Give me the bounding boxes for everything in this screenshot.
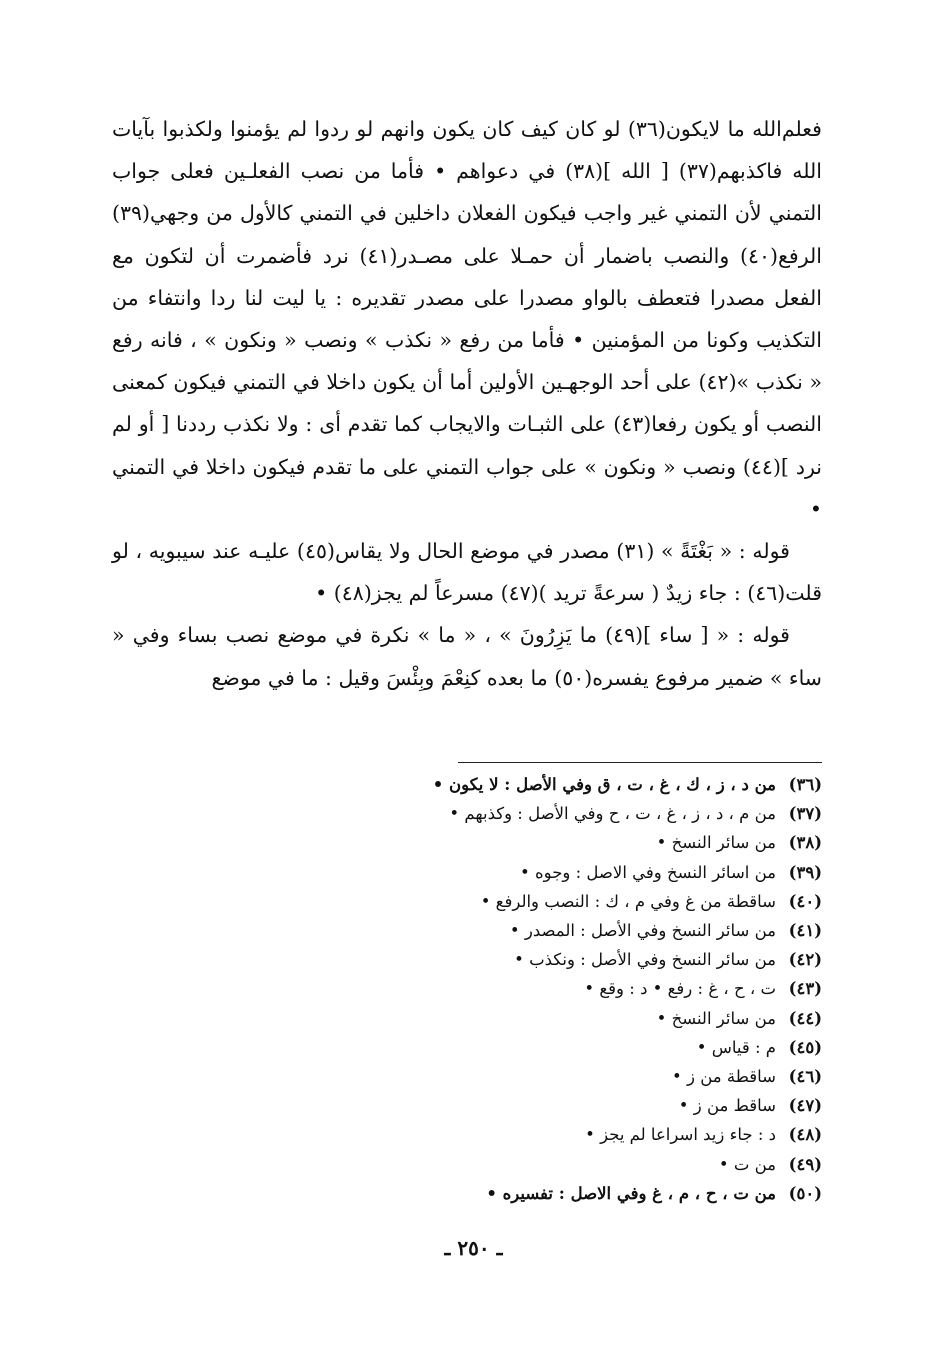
footnote-item bbox=[240, 799, 822, 828]
paragraph-1 bbox=[112, 108, 822, 530]
footnote-number: (٥٠) bbox=[788, 1183, 822, 1203]
footnote-item bbox=[240, 1033, 822, 1062]
text-line: جواب التمني لأن التمني غير واجب فيكون الفعلان داخلين في التمني كالأول bbox=[112, 159, 822, 226]
footnote-item bbox=[240, 1150, 822, 1179]
footnote-number: (٤٥) bbox=[788, 1037, 822, 1057]
text-line: يجز(٤٨) • bbox=[315, 581, 403, 606]
footnote-number: (٤٣) bbox=[788, 979, 822, 999]
text-line: يكون داخلا في التمني فيكون كمعنى النصب أو يكون رفعا(٤٣) على الثبـات bbox=[112, 370, 822, 437]
footnote-text: من سائر النسخ • bbox=[656, 1008, 776, 1028]
page-number: ـ ٢٥٠ ـ bbox=[444, 1236, 503, 1260]
footnote-item bbox=[240, 945, 822, 974]
footnote-text: ساقط من ز • bbox=[678, 1096, 776, 1116]
text-line: فعلم‌الله ما لايكون(٣٦) لو كان كيف كان يكون وانهم لو ردوا لم يؤمنوا ولكذبوا bbox=[162, 117, 822, 141]
text-line: ونصب « ونكون » ، فانه رفع « نكذب »(٤٢) على أحد الوجهـين الأولين أما أن bbox=[112, 328, 822, 395]
footnote-number: (٤٢) bbox=[788, 950, 822, 970]
footnote-text: ت ، ح ، غ : رفع • د : وقع • bbox=[584, 979, 776, 999]
footnote-text: من سائر النسخ وفي الأصل : المصدر • bbox=[509, 921, 776, 941]
text-line: عند سيبويه ، لو قلت(٤٦) : جاء زيدٌ ( سرعةً تريد )(٤٧) مسرعاً لم bbox=[112, 539, 822, 606]
text-line: « ساء » ضمير مرفوع يفسره(٥٠) ما بعده كنِعْمَ وبِئْسَ وقيل : ما في موضع bbox=[112, 623, 822, 690]
footnote-item bbox=[240, 974, 822, 1003]
footnote-text: من ت • bbox=[718, 1154, 776, 1174]
footnote-number: (٤١) bbox=[788, 921, 822, 941]
footnote-item bbox=[240, 1091, 822, 1120]
footnote-divider bbox=[458, 762, 822, 763]
footnote-number: (٣٧) bbox=[788, 804, 822, 824]
footnote-number: (٣٩) bbox=[788, 862, 822, 882]
text-line: على جواب التمني على ما تقدم فيكون داخلا في التمني • bbox=[112, 454, 822, 521]
footnote-text: ساقطة من ز • bbox=[672, 1067, 776, 1087]
footnote-item bbox=[240, 828, 822, 857]
text-line: بآيات الله فاكذبهم(٣٧) [ الله ](٣٨) في دعواهم • فأما من نصب الفعلـين فعلى bbox=[112, 117, 822, 184]
footnote-text: من ت ، ح ، م ، غ وفي الاصل : تفسيره • bbox=[486, 1183, 776, 1203]
text-line: فأضمرت أن لتكون مع الفعل مصدرا فتعطف بالواو مصدرا على مصدر تقديره : bbox=[112, 243, 822, 310]
footnote-text: د : جاء زيد اسراعا لم يجز • bbox=[585, 1125, 776, 1145]
footnote-text: ساقطة من غ وفي م ، ك : النصب والرفع • bbox=[480, 891, 776, 911]
footnote-number: (٣٦) bbox=[788, 775, 822, 794]
footnote-item bbox=[240, 1120, 822, 1149]
footnote-number: (٤٠) bbox=[788, 891, 822, 911]
footnote-number: (٤٦) bbox=[788, 1067, 822, 1087]
paragraph-2 bbox=[112, 530, 822, 614]
footnote-text: من سائر النسخ • bbox=[656, 833, 776, 853]
main-text bbox=[112, 108, 822, 699]
footnote-text: من اسائر النسخ وفي الاصل : وجوه • bbox=[520, 862, 776, 882]
footnote-number: (٤٧) bbox=[788, 1096, 822, 1116]
footnote-number: (٣٨) bbox=[788, 833, 822, 853]
footnote-text: من د ، ز ، ك ، غ ، ت ، ق وفي الأصل : لا يكون • bbox=[432, 775, 776, 794]
footnote-text: من سائر النسخ وفي الأصل : ونكذب • bbox=[514, 950, 776, 970]
footnote-text: م : قياس • bbox=[696, 1037, 776, 1057]
footnote-item bbox=[240, 770, 822, 799]
footnote-number: (٤٨) bbox=[788, 1125, 822, 1145]
footnotes-list bbox=[240, 770, 822, 1208]
text-line: من وجهي(٣٩) الرفع(٤٠) والنصب باضمار أن حمـلا على مصـدر(٤١) نرد bbox=[112, 201, 822, 268]
footnote-number: (٤٤) bbox=[788, 1008, 822, 1028]
text-line: قوله : « [ ساء ](٤٩) ما يَزِرُونَ » ، « ما » نكرة في موضع نصب بساء وفي bbox=[132, 623, 790, 648]
footnote-item bbox=[240, 916, 822, 945]
footnote-text: من م ، د ، ز ، غ ، ت ، ح وفي الأصل : وكذبهم • bbox=[449, 804, 776, 824]
footnote-item bbox=[240, 1004, 822, 1033]
text-line: قوله : « بَغْتَةً » (٣١) مصدر في موضع الحال ولا يقاس(٤٥) عليـه bbox=[248, 539, 790, 564]
footnote-item bbox=[240, 858, 822, 887]
footnote-item bbox=[240, 1062, 822, 1091]
text-line: والايجاب كما تقدم أى : ولا نكذب رددنا [ أو لم نرد ](٤٤) ونصب « ونكون » bbox=[112, 412, 822, 479]
paragraph-3 bbox=[112, 614, 822, 698]
footnote-item bbox=[240, 1179, 822, 1208]
footnote-item bbox=[240, 887, 822, 916]
footnote-number: (٤٩) bbox=[788, 1154, 822, 1174]
text-line: يا ليت لنا ردا وانتفاء من التكذيب وكونا من المؤمنين • فأما من رفع « نكذب » bbox=[112, 285, 822, 353]
